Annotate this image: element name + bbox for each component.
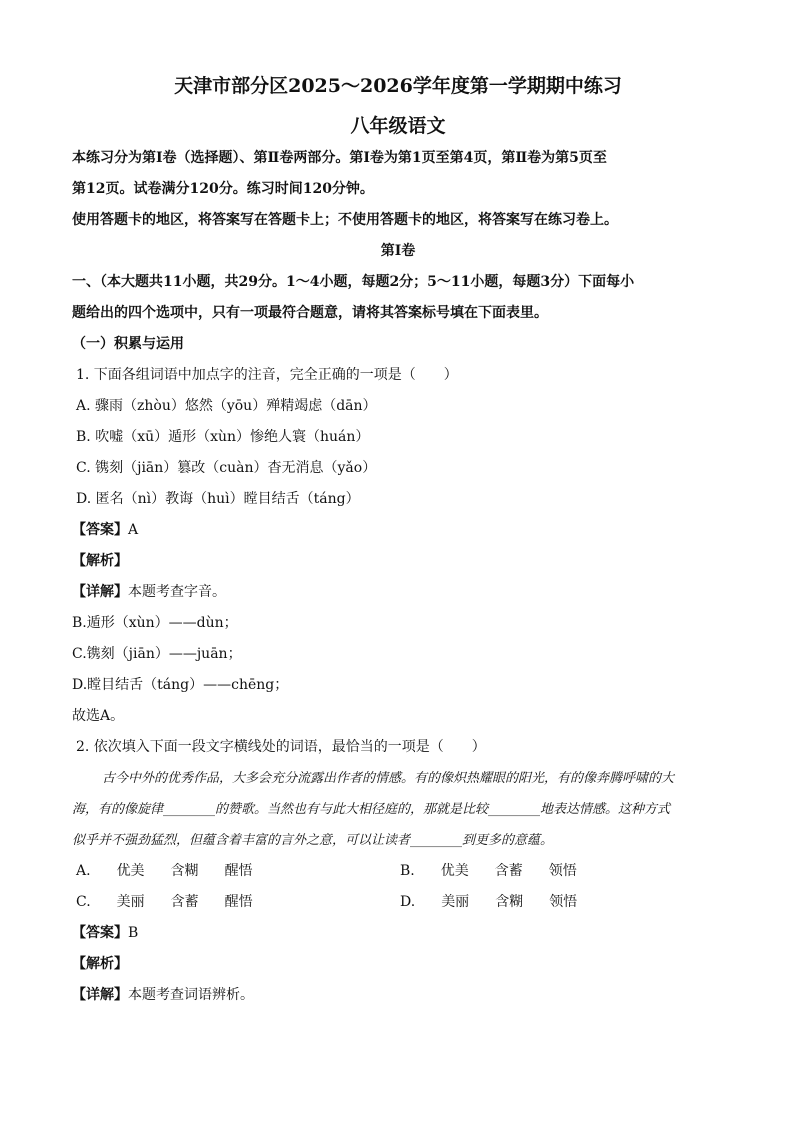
q2-option-b: [400, 856, 724, 887]
intro-line-2: 第12页。试卷满分120分。练习时间120分钟。: [72, 181, 374, 197]
part1-line-2: 题给出的四个选项中，只有一项最符合题意，请将其答案标号填在下面表里。: [72, 305, 548, 321]
option-word: 美丽: [441, 894, 470, 910]
option-word: 含糊: [495, 894, 524, 910]
q2-detail: [72, 980, 724, 1011]
q2-options-row-2: [72, 887, 724, 918]
q2-passage-line-1: 古今中外的优秀作品，大多会充分流露出作者的情感。有的像炽热耀眼的阳光，有的像奔腾呼啸的大: [102, 771, 675, 786]
q2-analysis-label: 【解析】: [72, 956, 128, 972]
answer-value: A: [128, 522, 139, 538]
q2-option-a: [76, 856, 400, 887]
q1-stem: 1. 下面各组词语中加点字的注音，完全正确的一项是（ ）: [76, 367, 458, 383]
option-letter: B.: [400, 863, 415, 879]
q1-detail: [72, 577, 724, 608]
detail-text: 本题考查字音。: [128, 584, 226, 600]
q2-passage-line-3: 似乎并不强劲猛烈，但蕴含着丰富的言外之意，可以让读者________到更多的意蕴。: [72, 833, 554, 848]
exam-title: 天津市部分区2025～2026学年度第一学期期中练习: [174, 75, 622, 97]
q1-note-b: B.遁形（xùn）——dùn；: [72, 615, 238, 631]
answer-label: 【答案】: [72, 925, 128, 941]
q1-note-d: D.瞠目结舌（táng）——chēng；: [72, 677, 289, 693]
q1-option-a: A. 骤雨（zhòu）悠然（yōu）殚精竭虑（dān）: [76, 398, 377, 414]
option-letter: A.: [76, 863, 91, 879]
q1-answer: [72, 515, 724, 546]
q2-options-row-1: [72, 856, 724, 887]
option-word: 领悟: [548, 863, 577, 879]
option-word: 领悟: [549, 894, 578, 910]
q1-analysis-label: 【解析】: [72, 553, 128, 569]
option-word: 含蓄: [494, 863, 523, 879]
section-title: 第Ⅰ卷: [380, 243, 416, 259]
option-letter: C.: [76, 894, 91, 910]
option-letter: D.: [400, 894, 416, 910]
q1-option-d: D. 匿名（nì）教诲（huì）瞠目结舌（táng）: [76, 491, 360, 507]
q2-option-d: [400, 887, 724, 918]
option-word: 醒悟: [224, 863, 253, 879]
option-word: 优美: [440, 863, 469, 879]
exam-subtitle: 八年级语文: [350, 115, 446, 137]
q1-conclusion: 故选A。: [72, 708, 125, 724]
detail-label: 【详解】: [72, 987, 128, 1003]
q1-option-c: C. 镌刻（jiān）篡改（cuàn）杳无消息（yǎo）: [76, 460, 377, 476]
intro-line-1: 本练习分为第Ⅰ卷（选择题）、第Ⅱ卷两部分。第Ⅰ卷为第1页至第4页，第Ⅱ卷为第5页至: [72, 150, 607, 166]
q2-answer: [72, 918, 724, 949]
q1-note-c: C.镌刻（jiān）——juān；: [72, 646, 242, 662]
option-word: 美丽: [116, 894, 145, 910]
detail-label: 【详解】: [72, 584, 128, 600]
subsection-title: （一）积累与运用: [72, 336, 184, 352]
q2-stem: 2. 依次填入下面一段文字横线处的词语，最恰当的一项是（ ）: [76, 739, 486, 755]
option-word: 优美: [116, 863, 145, 879]
q1-option-b: B. 吹嘘（xū）遁形（xùn）惨绝人寰（huán）: [76, 429, 370, 445]
intro-line-3: 使用答题卡的地区，将答案写在答题卡上；不使用答题卡的地区，将答案写在练习卷上。: [72, 212, 618, 228]
q2-option-c: [76, 887, 400, 918]
option-word: 含糊: [170, 863, 199, 879]
answer-label: 【答案】: [72, 522, 128, 538]
option-word: 醒悟: [224, 894, 253, 910]
detail-text: 本题考查词语辨析。: [128, 987, 254, 1003]
q2-passage-line-2: 海，有的像旋律________的赞歌。当然也有与此大相径庭的，那就是比较________地表达情感。这种方式: [72, 802, 671, 817]
answer-value: B: [128, 925, 139, 941]
option-word: 含蓄: [170, 894, 199, 910]
part1-line-1: 一、（本大题共11小题，共29分。1～4小题，每题2分；5～11小题，每题3分）下面每小: [72, 274, 635, 290]
